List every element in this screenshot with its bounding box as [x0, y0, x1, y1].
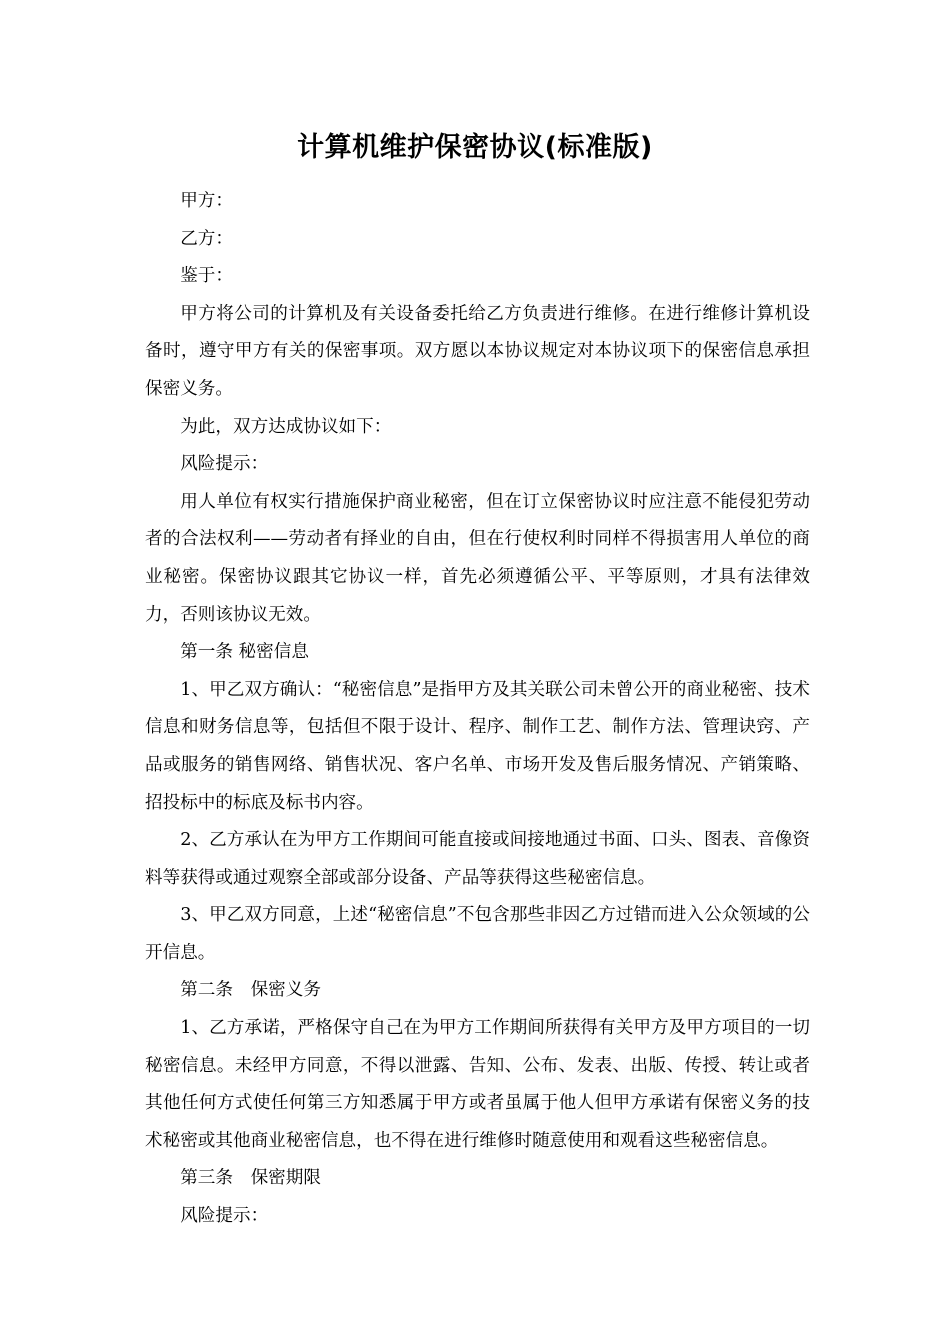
article-1-clause-3: 3、甲乙双方同意，上述“秘密信息”不包含那些非因乙方过错而进入公众领域的公开信息。	[145, 905, 810, 963]
article-2-clause-1: 1、乙方承诺，严格保守自己在为甲方工作期间所获得有关甲方及甲方项目的一切秘密信息。未经甲方同意，不得以泄露、告知、公布、发表、出版、传授、转让或者其他任何方式使任何第三方知悉属于甲方或者虽属于他人但甲方承诺有保密义务的技术秘密或其他商业秘密信息，也不得在进行维修时随意使用和观看这些秘密信息。	[145, 1018, 810, 1151]
party-b-line: 乙方：	[180, 228, 233, 249]
whereas-line: 鉴于：	[180, 266, 233, 287]
article-1-clause-2: 2、乙方承认在为甲方工作期间可能直接或间接地通过书面、口头、图表、音像资料等获得或通过观察全部或部分设备、产品等获得这些秘密信息。	[145, 830, 810, 888]
article-3-heading: 第三条 保密期限	[180, 1168, 321, 1189]
article-1-clause-1: 1、甲乙双方确认：“秘密信息”是指甲方及其关联公司未曾公开的商业秘密、技术信息和财务信息等，包括但不限于设计、程序、制作工艺、制作方法、管理诀窍、产品或服务的销售网络、销售状况、客户名单、市场开发及售后服务情况、产销策略、招投标中的标底及标书内容。	[145, 679, 810, 813]
document-body	[145, 183, 810, 1236]
risk-notice-heading: 风险提示：	[180, 454, 269, 475]
preamble-paragraph: 甲方将公司的计算机及有关设备委托给乙方负责进行维修。在进行维修计算机设备时，遵守甲方有关的保密事项。双方愿以本协议规定对本协议项下的保密信息承担保密义务。	[145, 303, 810, 399]
risk-notice-paragraph: 用人单位有权实行措施保护商业秘密，但在订立保密协议时应注意不能侵犯劳动者的合法权利——劳动者有择业的自由，但在行使权利时同样不得损害用人单位的商业秘密。保密协议跟其它协议一样，首先必须遵循公平、平等原则，才具有法律效力，否则该协议无效。	[145, 491, 810, 625]
agreement-intro: 为此，双方达成协议如下：	[180, 416, 392, 437]
document-title: 计算机维护保密协议(标准版)	[297, 132, 653, 163]
risk-notice-heading-2: 风险提示：	[180, 1206, 269, 1227]
article-1-heading: 第一条 秘密信息	[180, 642, 309, 663]
party-a-line: 甲方：	[180, 191, 233, 211]
article-2-heading: 第二条 保密义务	[180, 980, 321, 1001]
